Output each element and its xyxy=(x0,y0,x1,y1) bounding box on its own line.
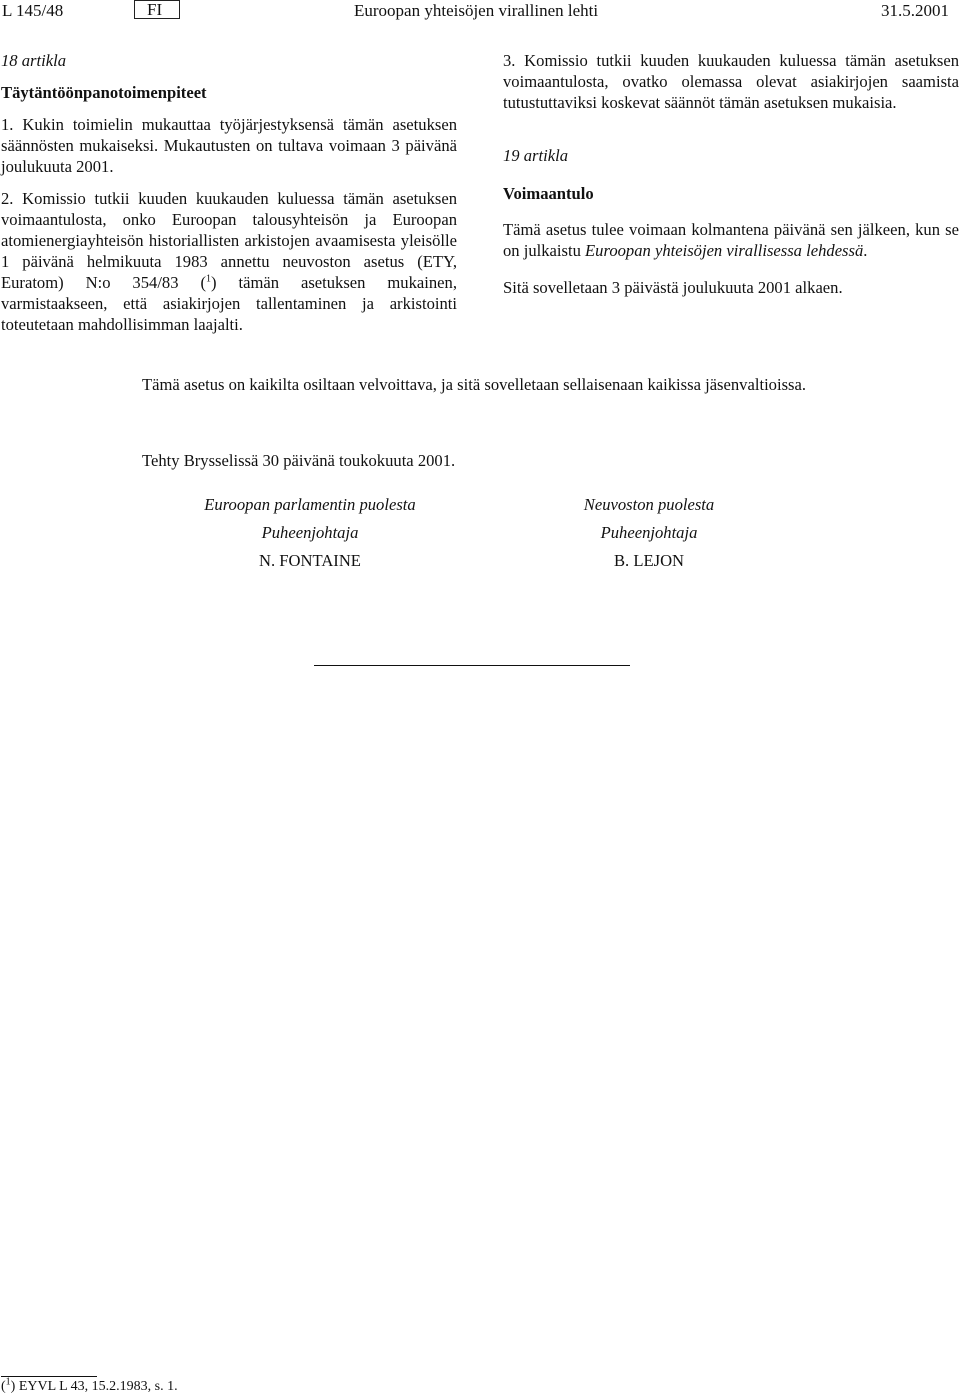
article-18-paragraph-3: 3. Komissio tutkii kuuden kuukauden kuluessa tämän asetuksen voimaantulosta, ovatko olemassa olevat asiakirjojen saamista tutustuttaviksi koskevat säännöt tämän asetuksen mukaisia. xyxy=(503,51,959,112)
footnote-reference[interactable]: 1 xyxy=(206,273,211,285)
left-column xyxy=(1,50,457,335)
paragraph-text: Tämä asetus tulee voimaan kolmantena päivänä sen jälkeen, kun se on julkaistu xyxy=(503,220,959,260)
signature-parliament xyxy=(192,494,428,578)
done-at-statement: Tehty Brysselissä 30 päivänä toukokuuta 2001. xyxy=(142,451,456,470)
language-box: FI xyxy=(134,0,180,19)
footnote-rule xyxy=(1,1376,97,1377)
article-19-number: 19 artikla xyxy=(503,146,568,165)
binding-statement: Tämä asetus on kaikilta osiltaan velvoittava, ja sitä sovelletaan sellaisenaan kaikissa jäsenvaltioissa. xyxy=(142,375,807,394)
journal-reference: Euroopan yhteisöjen virallisessa lehdessä xyxy=(585,241,864,260)
signature-role: Puheenjohtaja xyxy=(261,523,359,542)
paragraph-2-text: 2. Komissio tutkii kuuden kuukauden kuluessa tämän asetuksen voimaantulosta, onko Euroopan talousyhteisön ja Euroopan atomienergiayhteisön historiallisten arkistojen avaamisesta yleisölle 1 päivänä helmikuuta 1983 annettu neuvoston asetus (ETY, Euratom) N:o 354/83 ( xyxy=(1,189,457,292)
signature-for: Euroopan parlamentin puolesta xyxy=(204,495,416,514)
footnote-marker: 1 xyxy=(5,1376,11,1388)
signature-role: Puheenjohtaja xyxy=(600,523,698,542)
right-column xyxy=(503,50,959,298)
signature-name: N. FONTAINE xyxy=(259,551,361,570)
publication-date: 31.5.2001 xyxy=(881,1,949,20)
signature-name: B. LEJON xyxy=(613,551,685,570)
article-18-number: 18 artikla xyxy=(1,51,66,70)
end-of-text-rule xyxy=(314,665,630,666)
signature-for: Neuvoston puolesta xyxy=(583,495,715,514)
footnote: ($^1$) EYVL L 43, 15.2.1983, s. 1. xyxy=(1,1376,178,1394)
footnote-text: EYVL L 43, 15.2.1983, s. 1. xyxy=(18,1379,178,1394)
article-18-title: Täytäntöönpanotoimenpiteet xyxy=(1,83,207,102)
article-18-paragraph-1: 1. Kukin toimielin mukauttaa työjärjestyksensä tämän asetuksen säännösten mukaiseksi. Mukautusten on tultava voimaan 3 päivänä joulukuuta 2001. xyxy=(1,115,457,176)
paragraph-2-tail: ) tämän asetuksen mukainen, varmistaakseen, että asiakirjojen tallentaminen ja arkistointi toteutetaan mahdollisimman laajalti. xyxy=(1,273,457,334)
paragraph-end: . xyxy=(863,241,868,260)
page-reference: L 145/48 xyxy=(2,1,64,20)
journal-title: Euroopan yhteisöjen virallinen lehti xyxy=(354,1,599,20)
article-19-title: Voimaantulo xyxy=(503,184,594,203)
page-header xyxy=(0,0,960,24)
article-19-paragraph-2: Sitä sovelletaan 3 päivästä joulukuuta 2001 alkaen. xyxy=(503,278,843,297)
signature-council xyxy=(560,494,738,578)
article-18-paragraph-2 xyxy=(1,188,457,335)
article-19-paragraph-1 xyxy=(503,219,959,261)
